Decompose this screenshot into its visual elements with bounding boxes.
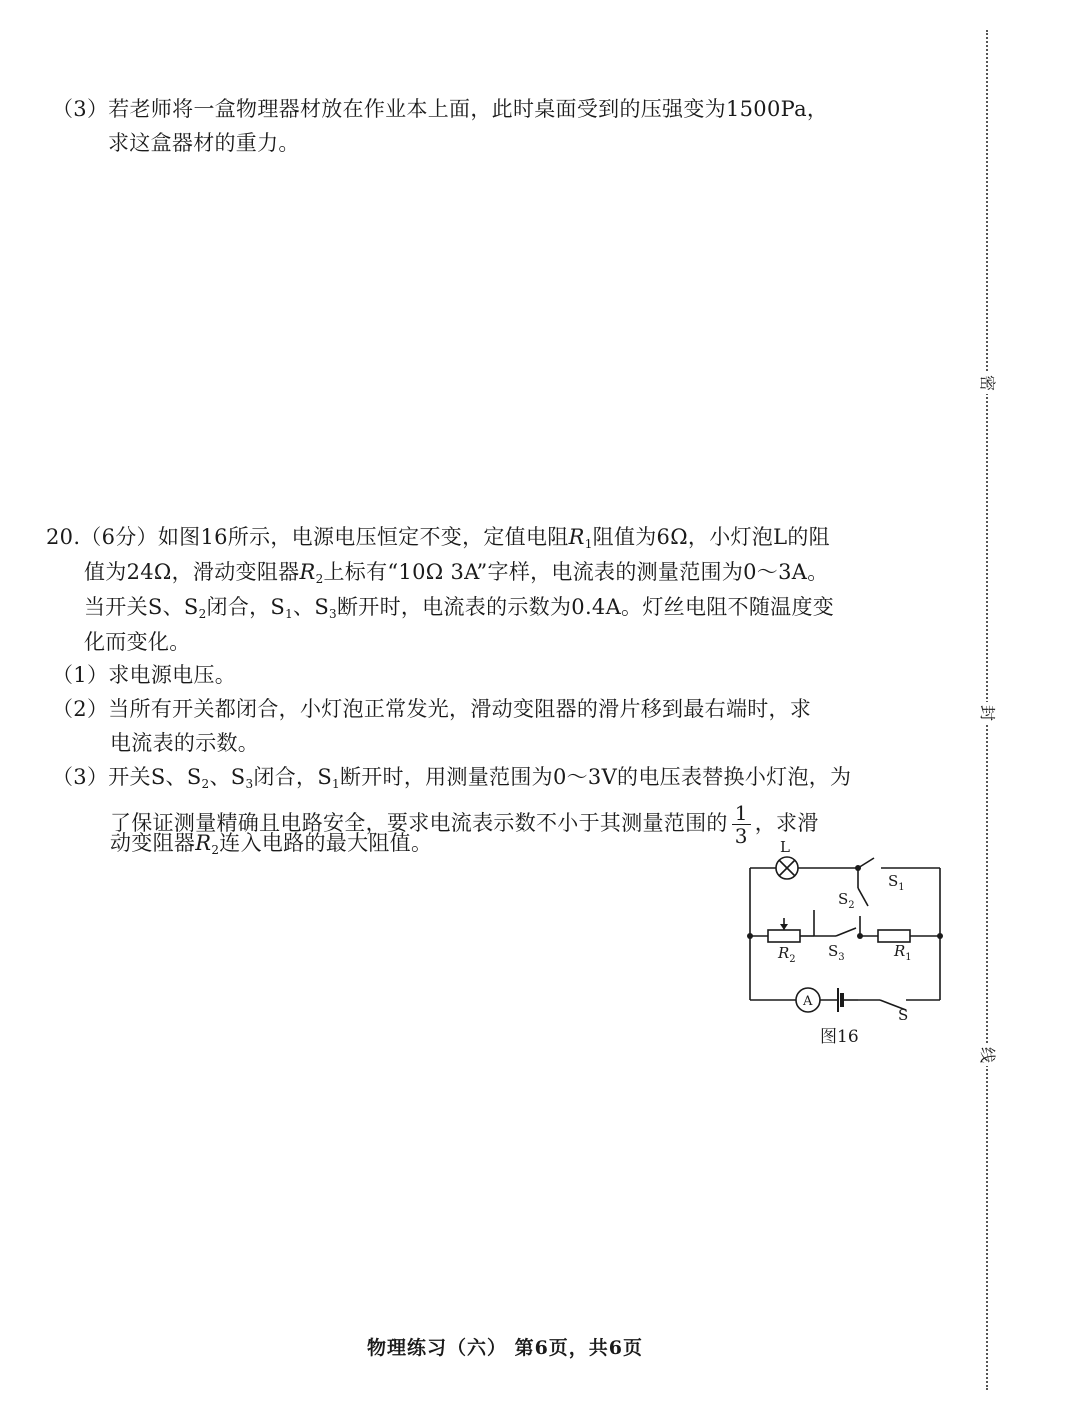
r1-label: $R_1$	[894, 942, 912, 963]
r2-label: $R_2$	[778, 944, 796, 965]
s2-label: $S_2$	[838, 890, 855, 911]
q20-part2-line1: （2）当所有开关都闭合，小灯泡正常发光，滑动变阻器的滑片移到最右端时，求	[52, 697, 812, 721]
q20-line4: 化而变化。	[84, 630, 191, 654]
circuit-diagram	[738, 838, 958, 1053]
q20-line3: 当开关S、$S_2$闭合，$S_1$、$S_3$断开时，电流表的示数为0.4A。灯丝电阻不随温度变	[84, 595, 835, 621]
q20-part1: （1）求电源电压。	[52, 663, 237, 687]
q19-part3-line2: 求这盒器材的重力。	[108, 131, 300, 155]
lamp-label: L	[780, 838, 790, 856]
ammeter-label: A	[803, 994, 813, 1009]
figure-caption: 图16	[820, 1027, 859, 1047]
s3-label: $S_3$	[828, 942, 845, 963]
q20-part3-line3: 动变阻器$R_2$连入电路的最大阻值。	[110, 831, 433, 857]
one-third-fraction: $\frac{1}{3}$	[732, 802, 751, 847]
q20-part3-line2: 了保证测量精确且电路安全，要求电流表示数不小于其测量范围的 $\frac{1}{3}$ ，求滑	[110, 801, 819, 848]
q20-line1: 20.（6分）如图16所示，电源电压恒定不变，定值电阻$R_1$阻值为6Ω，小灯泡L的阻	[46, 525, 830, 551]
margin-label-xian: 线	[974, 1044, 1000, 1066]
margin-label-feng: 封	[974, 702, 1000, 724]
main-switch-label: S	[898, 1006, 909, 1024]
page-footer: 物理练习（六） 第6页，共6页	[366, 1337, 644, 1359]
q19-part3-line1: （3）若老师将一盒物理器材放在作业本上面，此时桌面受到的压强变为1500Pa，	[52, 97, 829, 121]
q20-line2: 值为24Ω，滑动变阻器$R_2$上标有“10Ω 3A”字样，电流表的测量范围为0～3A。	[84, 560, 829, 586]
q20-part2-line2: 电流表的示数。	[110, 731, 260, 755]
s1-label: $S_1$	[888, 872, 905, 893]
margin-label-mi: 密	[974, 372, 1000, 394]
q20-part3-line1: （3）开关S、$S_2$、$S_3$闭合，$S_1$断开时，用测量范围为0～3V的电压表替换小灯泡，为	[52, 765, 852, 791]
